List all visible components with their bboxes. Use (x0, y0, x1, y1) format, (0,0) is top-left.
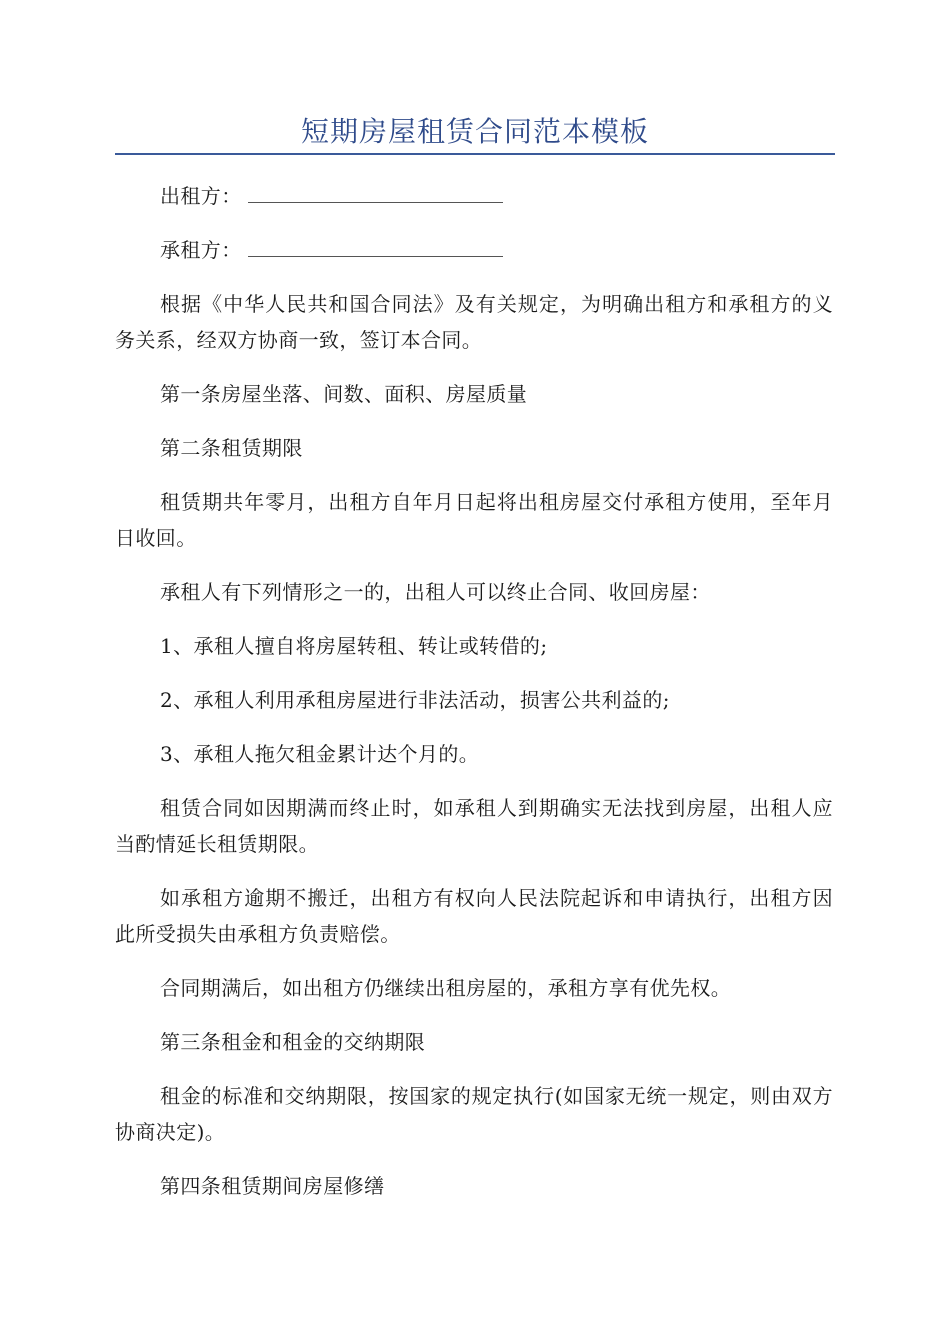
heading-article-3: 第三条租金和租金的交纳期限 (160, 1030, 426, 1054)
list-item-3: 3、承租人拖欠租金累计达个月的。 (160, 742, 480, 766)
lessee-label: 承租方： (160, 238, 242, 262)
lessor-label: 出租方： (160, 184, 242, 208)
lessee-blank (248, 234, 503, 257)
list-item-1: 1、承租人擅自将房屋转租、转让或转借的; (160, 634, 548, 658)
heading-article-1: 第一条房屋坐落、间数、面积、房屋质量 (160, 382, 528, 406)
paragraph-priority: 合同期满后，如出租方仍继续出租房屋的，承租方享有优先权。 (160, 976, 732, 1000)
paragraph-extension: 租赁合同如因期满而终止时，如承租人到期确实无法找到房屋，出租人应当酌情延长租赁期限。 (115, 796, 833, 856)
paragraph-lease-term: 租赁期共年零月，出租方自年月日起将出租房屋交付承租方使用，至年月日收回。 (115, 490, 833, 550)
paragraph-preamble: 根据《中华人民共和国合同法》及有关规定，为明确出租方和承租方的义务关系，经双方协商一致，签订本合同。 (115, 292, 833, 352)
lessor-line (115, 178, 833, 214)
title-underline (115, 153, 835, 155)
heading-article-4: 第四条租赁期间房屋修缮 (160, 1174, 385, 1198)
list-item-2: 2、承租人利用承租房屋进行非法活动，损害公共利益的; (160, 688, 670, 712)
document-title: 短期房屋租赁合同范本模板 (300, 115, 649, 148)
lessee-line (115, 232, 833, 268)
lessor-blank (248, 180, 503, 203)
document-body (115, 178, 833, 1204)
paragraph-rent-standard: 租金的标准和交纳期限，按国家的规定执行(如国家无统一规定，则由双方协商决定)。 (115, 1084, 833, 1144)
heading-article-2: 第二条租赁期限 (160, 436, 303, 460)
paragraph-termination-intro: 承租人有下列情形之一的，出租人可以终止合同、收回房屋： (160, 580, 711, 604)
paragraph-overdue: 如承租方逾期不搬迁，出租方有权向人民法院起诉和申请执行，出租方因此所受损失由承租方负责赔偿。 (115, 886, 833, 946)
